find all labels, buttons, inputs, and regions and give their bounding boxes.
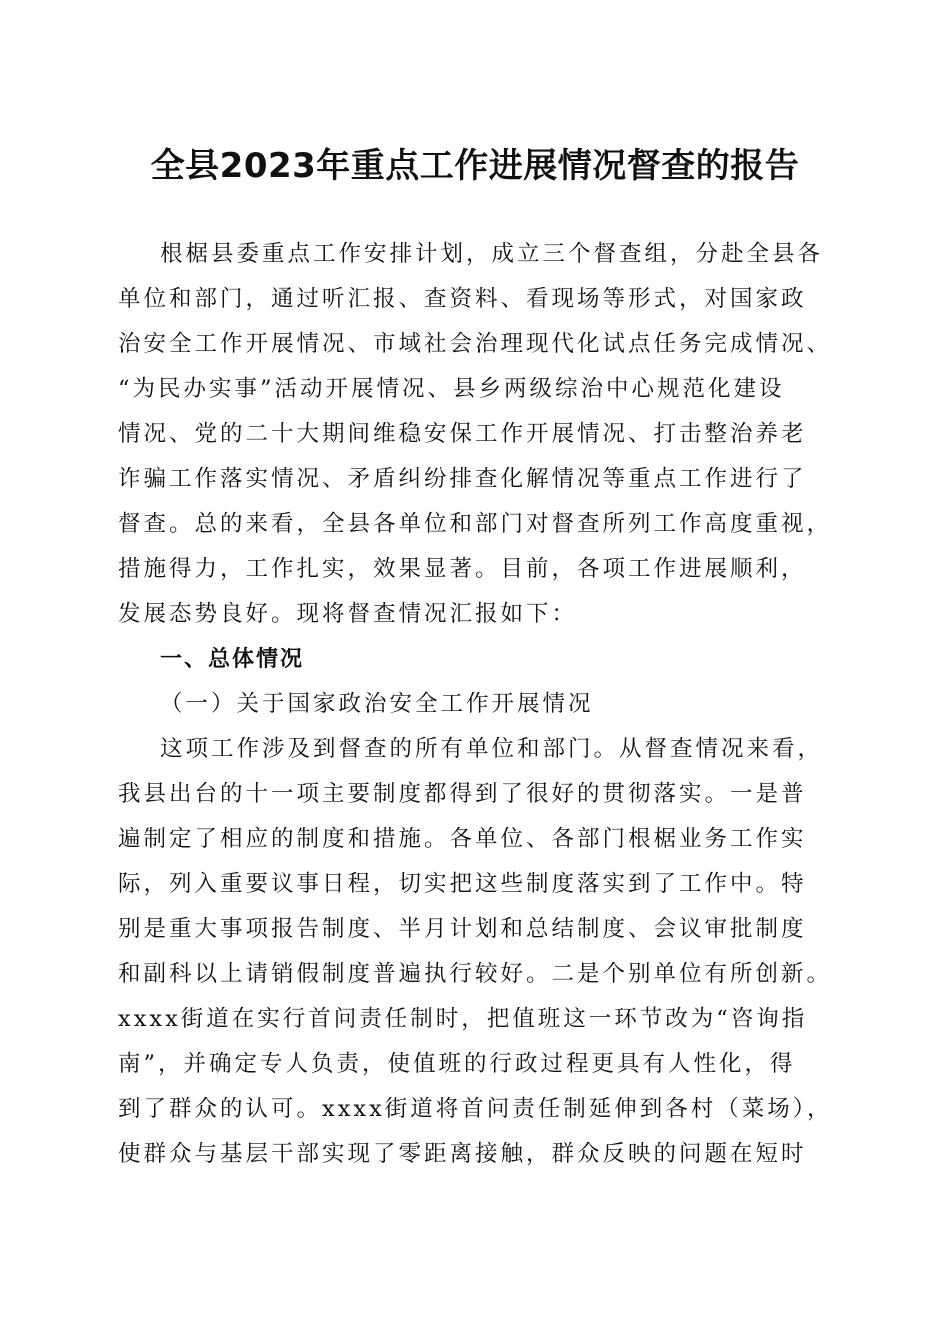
paragraph-line: 诈骗工作落实情况、矛盾纠纷排查化解情况等重点工作进行了 <box>118 466 807 492</box>
section-heading: 一、总体情况 <box>160 647 305 672</box>
paragraph-line: 别是重大事项报告制度、半月计划和总结制度、会议审批制度 <box>118 916 807 942</box>
paragraph-line: 单位和部门，通过听汇报、查资料、看现场等形式，对国家政 <box>118 286 807 312</box>
subsection-heading: （一）关于国家政治安全工作开展情况 <box>160 691 594 717</box>
paragraph-line: “为民办实事”活动开展情况、县乡两级综治中心规范化建设 <box>118 376 785 402</box>
paragraph-line: 措施得力，工作扎实，效果显著。目前，各项工作进展顺利， <box>118 556 807 582</box>
paragraph-line: 际，列入重要议事日程，切实把这些制度落实到了工作中。特 <box>118 871 807 897</box>
paragraph-line: 发展态势良好。现将督查情况汇报如下： <box>118 601 578 627</box>
paragraph-line: 情况、党的二十大期间维稳安保工作开展情况、打击整治养老 <box>118 421 807 447</box>
paragraph-line: xxxx街道在实行首问责任制时，把值班这一环节改为“咨询指 <box>118 1006 808 1032</box>
document-body <box>118 232 840 1177</box>
document-title: 全县2023年重点工作进展情况督查的报告 <box>150 146 800 186</box>
paragraph-line: 南”，并确定专人负责，使值班的行政过程更具有人性化，得 <box>118 1051 796 1077</box>
paragraph-line: 我县出台的十一项主要制度都得到了很好的贯彻落实。一是普 <box>118 781 807 807</box>
paragraph-line: 使群众与基层干部实现了零距离接触，群众反映的问题在短时 <box>118 1141 807 1167</box>
paragraph-line: 督查。总的来看，全县各单位和部门对督查所列工作高度重视， <box>118 511 833 537</box>
paragraph-line: 和副科以上请销假制度普遍执行较好。二是个别单位有所创新。 <box>118 961 833 987</box>
paragraph-line: 这项工作涉及到督查的所有单位和部门。从督查情况来看， <box>160 736 824 762</box>
paragraph-line: 根椐县委重点工作安排计划，成立三个督查组，分赴全县各 <box>160 241 824 267</box>
paragraph-line: 到了群众的认可。xxxx街道将首问责任制延伸到各村（菜场）， <box>118 1096 833 1122</box>
paragraph-line: 遍制定了相应的制度和措施。各单位、各部门根椐业务工作实 <box>118 826 807 852</box>
paragraph-line: 治安全工作开展情况、市域社会治理现代化试点任务完成情况、 <box>118 331 833 357</box>
